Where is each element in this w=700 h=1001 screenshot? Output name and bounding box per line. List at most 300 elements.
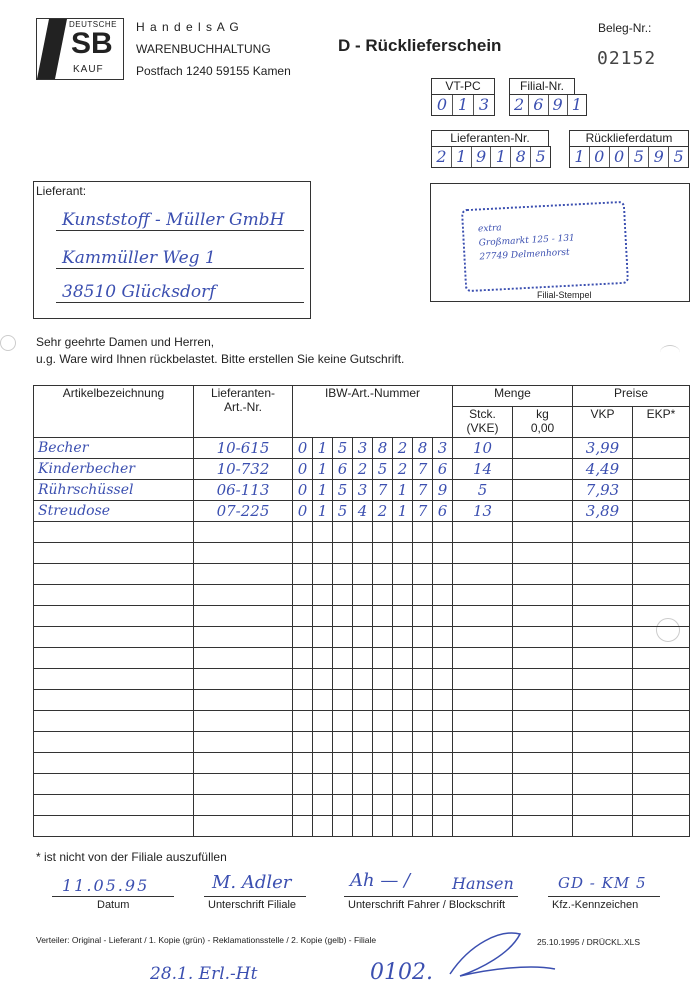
cell-ibw-digit [353,795,373,816]
cell-ibw-digit: 6 [333,459,353,480]
cell-ekp [633,480,690,501]
cell-ibw-digit: 8 [413,438,433,459]
table-row [34,669,690,690]
cell-ibw-digit: 0 [293,438,313,459]
cell-lieferanten-art-nr [194,816,293,837]
cell-ibw-digit [313,522,333,543]
table-row [34,774,690,795]
cell-artikel [34,606,194,627]
company-dept: WARENBUCHHALTUNG [136,42,271,56]
cell-ibw-digit: 9 [433,480,453,501]
cell-ibw-digit [413,648,433,669]
filiale-sig-label: Unterschrift Filiale [208,899,297,911]
filial-nr-digit: 9 [549,95,568,115]
cell-artikel [34,669,194,690]
cell-ibw-digit: 8 [373,438,393,459]
fahrer-sig-label: Unterschrift Fahrer / Blockschrift [348,899,506,911]
cell-ibw-digit [313,816,333,837]
bottom-signature-flourish [440,924,560,984]
cell-lieferanten-art-nr [194,732,293,753]
cell-ekp [633,711,690,732]
cell-ibw-digit [353,732,373,753]
filiale-sig-line [204,896,306,897]
cell-lieferanten-art-nr [194,795,293,816]
table-row [34,606,690,627]
lieferant-line-2 [56,246,304,269]
cell-ibw-digit [293,774,313,795]
cell-ibw-digit [313,711,333,732]
kfz-label: Kfz.-Kennzeichen [552,899,639,911]
ruecklieferdatum-digit: 0 [610,147,630,167]
lieferant-line-3 [56,280,304,303]
cell-ibw-digit [393,606,413,627]
lieferanten-nr-label: Lieferanten-Nr. [431,130,549,147]
table-row [34,711,690,732]
cell-vkp [573,795,633,816]
cell-vkp [573,753,633,774]
article-table [33,385,690,837]
cell-ibw-digit [353,753,373,774]
cell-ibw-digit: 1 [393,501,413,522]
cell-ibw-digit [353,522,373,543]
cell-ibw-digit [393,816,413,837]
cell-ibw-digit: 1 [313,501,333,522]
cell-ibw-digit [293,732,313,753]
cell-kg [513,543,573,564]
logo-slash-shape [37,19,67,79]
cell-ibw-digit [393,753,413,774]
table-row [34,522,690,543]
cell-ibw-digit [413,816,433,837]
filial-stempel-label: Filial-Stempel [537,290,592,300]
table-row [34,795,690,816]
vtpc-digits [431,94,495,116]
cell-ibw-digit [293,522,313,543]
vtpc-digit: 0 [432,95,453,115]
cell-ibw-digit [433,522,453,543]
cell-lieferanten-art-nr [194,522,293,543]
cell-artikel [34,585,194,606]
cell-stck [453,774,513,795]
cell-artikel: Rührschüssel [34,480,194,501]
cell-ibw-digit [393,627,413,648]
cell-ibw-digit [433,732,453,753]
table-row [34,753,690,774]
cell-lieferanten-art-nr [194,669,293,690]
cell-vkp [573,585,633,606]
cell-ibw-digit: 5 [333,438,353,459]
company-address: Postfach 1240 59155 Kamen [136,64,291,78]
cell-stck: 5 [453,480,513,501]
cell-ibw-digit [333,774,353,795]
cell-ibw-digit: 7 [413,459,433,480]
cell-vkp [573,648,633,669]
cell-vkp [573,669,633,690]
bottom-note-left: 28.1. Erl.-Ht [150,964,258,984]
cell-ibw-digit [373,816,393,837]
logo-line2: SB [71,27,113,60]
cell-lieferanten-art-nr [194,753,293,774]
table-row [34,585,690,606]
cell-ibw-digit [353,690,373,711]
cell-ibw-digit: 7 [413,480,433,501]
cell-vkp [573,732,633,753]
lieferanten-nr-digit: 1 [491,147,511,167]
fahrer-sig-line [344,896,518,897]
cell-ibw-digit [413,606,433,627]
cell-ekp [633,438,690,459]
cell-ibw-digit [433,774,453,795]
cell-lieferanten-art-nr: 10-732 [194,459,293,480]
cell-ibw-digit [333,522,353,543]
cell-kg [513,732,573,753]
cell-ibw-digit [413,753,433,774]
cell-ibw-digit [413,795,433,816]
cell-ekp [633,669,690,690]
cell-lieferanten-art-nr [194,564,293,585]
cell-ibw-digit [413,522,433,543]
cell-ibw-digit [293,585,313,606]
file-reference: 25.10.1995 / DRÜCKL.XLS [537,937,641,947]
cell-ibw-digit [293,816,313,837]
cell-ibw-digit [333,564,353,585]
cell-kg [513,585,573,606]
cell-ibw-digit [413,669,433,690]
cell-artikel: Kinderbecher [34,459,194,480]
cell-ibw-digit [313,774,333,795]
cell-vkp [573,711,633,732]
kfz-line [548,896,660,897]
company-name: H a n d e l s A G [136,20,240,34]
cell-ibw-digit [333,711,353,732]
cell-stck [453,753,513,774]
cell-ibw-digit: 5 [373,459,393,480]
header-vkp: VKP [573,407,633,438]
cell-ibw-digit [433,669,453,690]
cell-ibw-digit [433,816,453,837]
datum-label: Datum [97,899,130,911]
cell-ibw-digit [393,669,413,690]
filial-nr-digit: 2 [510,95,529,115]
cell-ibw-digit: 4 [353,501,373,522]
table-row [34,543,690,564]
beleg-label: Beleg-Nr.: [598,21,652,35]
cell-stck [453,669,513,690]
cell-ibw-digit [413,564,433,585]
ruecklieferdatum-digit: 5 [673,147,684,166]
cell-ibw-digit [433,585,453,606]
header-stck-line2: (VKE) [466,421,499,435]
fahrer-signature: Hansen [452,874,514,893]
cell-ibw-digit [393,648,413,669]
header-stck-line1: Stck. [469,407,496,421]
cell-lieferanten-art-nr: 10-615 [194,438,293,459]
cell-ibw-digit [333,669,353,690]
cell-artikel: Becher [34,438,194,459]
cell-ibw-digit [313,543,333,564]
cell-artikel [34,564,194,585]
header-ibw-art-nummer: IBW-Art.-Nummer [293,386,453,438]
cell-ibw-digit [313,606,333,627]
header-liefnr-line1: Lieferanten- [210,386,276,400]
cell-stck [453,648,513,669]
cell-artikel: Streudose [34,501,194,522]
cell-ibw-digit [373,606,393,627]
cell-artikel [34,711,194,732]
cell-ekp [633,459,690,480]
cell-artikel [34,522,194,543]
cell-ibw-digit: 7 [373,480,393,501]
table-row [34,816,690,837]
ruecklieferdatum-digit: 0 [590,147,610,167]
table-row [34,480,690,501]
cell-ibw-digit [353,774,373,795]
greeting-line-2: u.g. Ware wird Ihnen rückbelastet. Bitte erstellen Sie keine Gutschrift. [36,352,405,366]
logo-line3: KAUF [73,64,104,75]
cell-ibw-digit [353,648,373,669]
cell-kg [513,795,573,816]
table-row [34,459,690,480]
cell-vkp: 3,99 [573,438,633,459]
cell-ibw-digit [293,543,313,564]
cell-ibw-digit [333,753,353,774]
ruecklieferdatum-digit: 5 [629,147,649,167]
cell-ekp [633,690,690,711]
cell-stck [453,543,513,564]
cell-ibw-digit [333,606,353,627]
cell-ibw-digit: 2 [393,459,413,480]
cell-ibw-digit [313,669,333,690]
lieferant-label: Lieferant: [36,184,87,198]
cell-ibw-digit: 7 [413,501,433,522]
filial-stamp [461,201,629,292]
cell-ekp [633,816,690,837]
cell-ibw-digit [313,564,333,585]
datum-value: 11.05.95 [62,876,150,895]
cell-ibw-digit [333,648,353,669]
cell-stck [453,564,513,585]
header-preise: Preise [573,386,690,407]
cell-ibw-digit [393,711,413,732]
cell-ibw-digit [393,543,413,564]
greeting-line-1: Sehr geehrte Damen und Herren, [36,335,215,349]
lieferant-box [33,181,311,319]
cell-ibw-digit: 1 [313,480,333,501]
cell-ibw-digit: 3 [353,480,373,501]
cell-stck [453,711,513,732]
cell-ibw-digit: 2 [353,459,373,480]
cell-ibw-digit [413,690,433,711]
ruecklieferdatum-label: Rücklieferdatum [569,130,689,147]
cell-ibw-digit: 6 [433,501,453,522]
cell-ekp [633,648,690,669]
cell-ibw-digit [393,732,413,753]
table-row [34,438,690,459]
cell-ibw-digit [313,732,333,753]
header-stck [453,407,513,438]
cell-ibw-digit [353,564,373,585]
cell-vkp [573,774,633,795]
stamp-line-3: 27749 Delmenhorst [479,247,570,263]
table-row [34,564,690,585]
logo-line1: DEUTSCHE [69,20,118,29]
cell-ibw-digit: 1 [393,480,413,501]
table-row [34,648,690,669]
cell-vkp: 7,93 [573,480,633,501]
cell-ibw-digit [293,564,313,585]
cell-kg [513,606,573,627]
cell-ibw-digit [313,795,333,816]
fahrer-sig-mark: Ah — / [350,870,411,891]
cell-ibw-digit [433,711,453,732]
cell-ibw-digit [373,522,393,543]
cell-ibw-digit [333,816,353,837]
cell-ibw-digit [413,627,433,648]
cell-ibw-digit [413,732,433,753]
cell-vkp [573,543,633,564]
header-kg [513,407,573,438]
cell-kg [513,690,573,711]
cell-ibw-digit [373,543,393,564]
cell-kg [513,774,573,795]
cell-ibw-digit [413,585,433,606]
cell-ekp [633,627,690,648]
cell-ibw-digit: 2 [373,501,393,522]
cell-ibw-digit [313,585,333,606]
cell-artikel [34,774,194,795]
cell-ibw-digit: 3 [353,438,373,459]
cell-kg [513,648,573,669]
filial-nr-digit: 1 [571,95,582,114]
cell-ibw-digit [333,627,353,648]
cell-ibw-digit [373,711,393,732]
vtpc-digit: 3 [478,95,490,114]
header-menge: Menge [453,386,573,407]
cell-ibw-digit [373,669,393,690]
cell-ibw-digit [393,585,413,606]
cell-artikel [34,816,194,837]
cell-stck [453,732,513,753]
cell-ibw-digit [393,774,413,795]
header-ekp: EKP* [633,407,690,438]
cell-vkp [573,816,633,837]
cell-ibw-digit [433,753,453,774]
lieferanten-nr-digit: 5 [535,147,546,166]
cell-ibw-digit [413,774,433,795]
cell-stck [453,795,513,816]
cell-ibw-digit [353,669,373,690]
filial-nr-digit: 6 [529,95,548,115]
filial-nr-label: Filial-Nr. [509,78,575,95]
cell-stck: 14 [453,459,513,480]
cell-ibw-digit: 0 [293,459,313,480]
cell-artikel [34,732,194,753]
cell-ibw-digit [293,795,313,816]
cell-ibw-digit [333,690,353,711]
lieferant-city: 38510 Glücksdorf [62,282,216,302]
cell-stck [453,816,513,837]
footnote: * ist nicht von der Filiale auszufüllen [36,850,227,864]
cell-ekp [633,753,690,774]
cell-ibw-digit: 1 [313,459,333,480]
cell-artikel [34,627,194,648]
cell-vkp: 4,49 [573,459,633,480]
cell-kg [513,564,573,585]
cell-ibw-digit [293,753,313,774]
cell-kg [513,501,573,522]
lieferant-name: Kunststoff - Müller GmbH [62,210,285,230]
cell-ibw-digit [353,543,373,564]
cell-ibw-digit [353,711,373,732]
cell-ibw-digit [433,627,453,648]
stamp-line-1: extra [477,223,502,235]
cell-ibw-digit [433,606,453,627]
cell-ibw-digit [333,585,353,606]
verteiler-text: Verteiler: Original - Lieferant / 1. Kopie (grün) - Reklamationsstelle / 2. Kopie (gelb) - Filiale [36,935,377,945]
cell-ibw-digit: 1 [313,438,333,459]
cell-vkp [573,564,633,585]
cell-ekp [633,774,690,795]
cell-artikel [34,753,194,774]
stamp-line-2: Großmarkt 125 - 131 [478,233,576,249]
cell-ibw-digit [293,627,313,648]
datum-line [52,896,174,897]
cell-ibw-digit [433,648,453,669]
cell-ibw-digit [333,543,353,564]
cell-kg [513,753,573,774]
lieferanten-nr-digits [431,146,551,168]
cell-ibw-digit [293,690,313,711]
cell-artikel [34,690,194,711]
vtpc-digit: 1 [453,95,474,115]
cell-ibw-digit [373,585,393,606]
cell-ekp [633,732,690,753]
cell-ibw-digit [353,627,373,648]
ruecklieferdatum-digit: 1 [570,147,590,167]
header-lieferanten-art-nr [194,386,293,438]
table-row [34,501,690,522]
cell-artikel [34,543,194,564]
cell-kg [513,438,573,459]
cell-lieferanten-art-nr [194,543,293,564]
cell-stck [453,585,513,606]
cell-lieferanten-art-nr: 06-113 [194,480,293,501]
cell-ibw-digit: 0 [293,501,313,522]
cell-lieferanten-art-nr [194,774,293,795]
cell-kg [513,669,573,690]
sb-kauf-logo [36,18,124,80]
ruecklieferdatum-digits [569,146,689,168]
cell-ekp [633,606,690,627]
cell-ibw-digit [393,690,413,711]
cell-ibw-digit [433,795,453,816]
cell-ibw-digit [373,648,393,669]
cell-ibw-digit [353,585,373,606]
cell-ibw-digit [373,627,393,648]
cell-kg [513,480,573,501]
cell-ibw-digit [413,543,433,564]
cell-ibw-digit [373,795,393,816]
header-artikel: Artikelbezeichnung [34,386,194,438]
vtpc-label: VT-PC [431,78,495,95]
cell-ibw-digit [413,711,433,732]
punch-hole-left [0,335,16,351]
cell-ibw-digit [293,648,313,669]
cell-ekp [633,501,690,522]
cell-lieferanten-art-nr [194,627,293,648]
cell-lieferanten-art-nr [194,606,293,627]
cell-kg [513,816,573,837]
